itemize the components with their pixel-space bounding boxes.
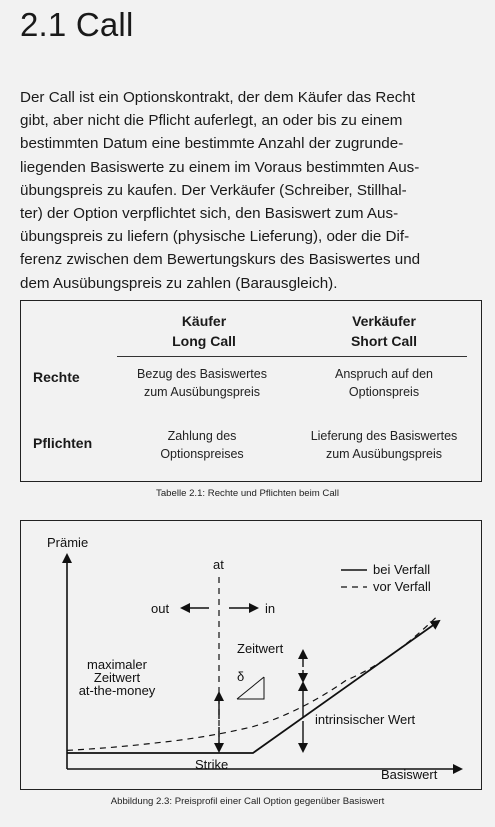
figure-caption: Abbildung 2.3: Preisprofil einer Call Option gegenüber Basiswert <box>110 796 385 807</box>
in-label: in <box>265 601 276 616</box>
legend-entry-vor-verfall: vor Verfall <box>373 579 431 594</box>
at-label: at <box>213 557 224 572</box>
y-axis-label: Prämie <box>47 535 89 550</box>
intrinsic-label: intrinsischer Wert <box>315 712 416 727</box>
cell-buyer-pflichten <box>117 427 287 463</box>
x-axis-label: Basiswert <box>381 767 438 782</box>
buyer-header-line: Long Call <box>172 333 236 349</box>
out-label: out <box>151 601 170 616</box>
max-zeitwert-line2: Zeitwert <box>93 670 141 685</box>
paragraph-line: Der Call ist ein Optionskontrakt, der dem Käufer das Recht <box>20 89 416 106</box>
cell-seller-rechte <box>289 365 479 401</box>
chart-svg <box>21 521 483 791</box>
max-zeitwert-line3: at-the-money <box>78 683 156 698</box>
table-caption: Tabelle 2.1: Rechte und Pflichten beim Call <box>156 488 339 499</box>
header-divider <box>117 356 467 357</box>
cell-buyer-rechte <box>117 365 287 401</box>
buyer-column-header <box>129 311 279 351</box>
paragraph-line: bestimmten Datum eine bestimmte Anzahl der zugrunde- <box>20 135 404 153</box>
section-heading: 2.1 Call <box>20 6 134 43</box>
cell-line: Anspruch auf den <box>335 367 433 381</box>
legend-entry-bei-verfall: bei Verfall <box>373 562 431 577</box>
row-label-pflichten: Pflichten <box>33 435 93 451</box>
body-paragraph <box>20 86 490 295</box>
buyer-header-line: Käufer <box>181 313 227 329</box>
paragraph-line: ter) der Option verpflichtet sich, den Basiswert zum Aus- <box>20 205 399 223</box>
call-price-profile-chart <box>20 520 482 790</box>
cell-line: Zahlung des <box>167 429 237 443</box>
paragraph-line: übungspreis zu kaufen. Der Verkäufer (Schreiber, Stillhal- <box>20 181 407 199</box>
paragraph-line: gibt, aber nicht die Pflicht auferlegt, an oder bis zu einem <box>20 112 403 130</box>
paragraph-line: dem Ausübungspreis zu zahlen (Barausgleich). <box>20 274 338 292</box>
paragraph-line: übungspreis zu liefern (physische Lieferung), oder die Dif- <box>20 228 410 246</box>
cell-line: Optionspreis <box>348 385 420 399</box>
cell-line: Optionspreises <box>160 447 244 461</box>
seller-header-line: Verkäufer <box>352 313 416 329</box>
seller-header-line: Short Call <box>350 333 418 349</box>
cell-line: Lieferung des Basiswertes <box>310 429 458 443</box>
cell-line: zum Ausübungspreis <box>325 447 443 461</box>
row-label-rechte: Rechte <box>33 369 80 385</box>
strike-label: Strike <box>195 757 229 772</box>
zeitwert-label: Zeitwert <box>237 641 284 656</box>
cell-line: Bezug des Basiswertes <box>137 367 267 381</box>
paragraph-line: ferenz zwischen dem Bewertungskurs des Basiswertes und <box>20 251 421 269</box>
seller-column-header <box>299 311 469 351</box>
rights-obligations-table <box>20 300 482 482</box>
cell-line: zum Ausübungspreis <box>143 385 261 399</box>
max-zeitwert-line1: maximaler <box>87 657 147 672</box>
cell-seller-pflichten <box>289 427 479 463</box>
paragraph-line: liegenden Basiswerte zu einem im Voraus bestimmten Aus- <box>20 158 420 176</box>
delta-label: δ <box>237 669 245 684</box>
